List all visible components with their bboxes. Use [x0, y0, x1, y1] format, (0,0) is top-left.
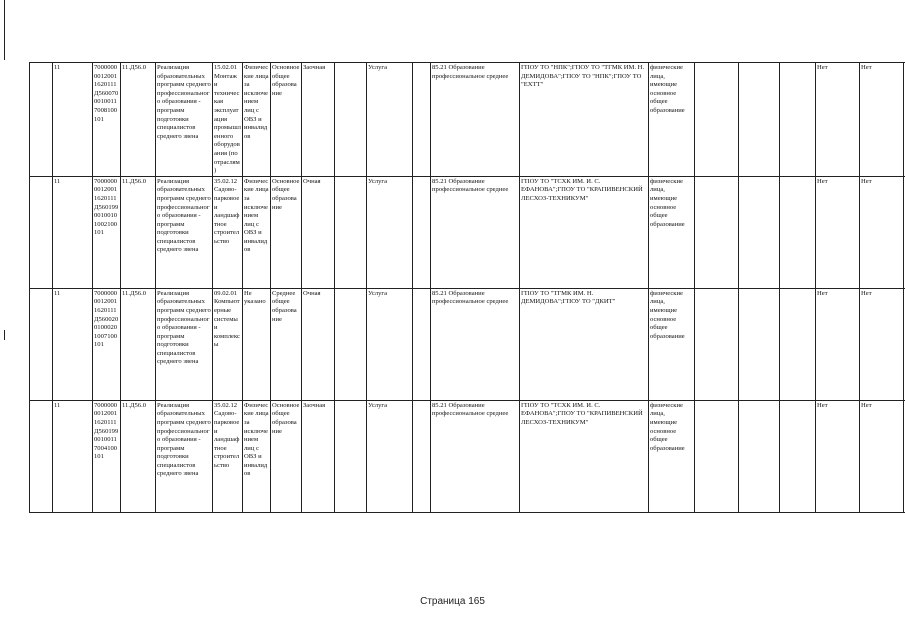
row-margin-cell — [30, 63, 53, 177]
cell-flag1: Нет — [816, 400, 860, 512]
cell-blank1 — [335, 63, 367, 177]
cell-okved: 85.21 Образование профессиональное среднее — [431, 288, 520, 400]
cell-flag2: Нет — [860, 288, 904, 400]
cell-persons: Физические лица за исключением лиц с ОВЗ и инвалидов — [243, 176, 271, 288]
cell-code: 700000000120011620111Д56019900100117004100101 — [93, 400, 121, 512]
cell-blank4 — [739, 400, 780, 512]
cell-blank5 — [780, 400, 816, 512]
cell-okved: 85.21 Образование профессиональное среднее — [431, 63, 520, 177]
cell-flag2: Нет — [860, 176, 904, 288]
cell-flag1: Нет — [816, 63, 860, 177]
cell-cat: 11.Д56.0 — [121, 288, 156, 400]
cell-cat: 11.Д56.0 — [121, 63, 156, 177]
cell-cat: 11.Д56.0 — [121, 400, 156, 512]
cell-flag1: Нет — [816, 176, 860, 288]
cell-service: Реализация образовательных программ среднего профессионального образования - программ подготовки специалистов среднего звена — [156, 176, 213, 288]
page-edge-mark-bottom — [4, 330, 5, 340]
cell-blank2 — [413, 288, 431, 400]
cell-form: Заочная — [302, 63, 335, 177]
cell-base: Основное общее образование — [271, 400, 302, 512]
cell-base: Среднее общее образование — [271, 288, 302, 400]
table-row — [30, 176, 905, 288]
cell-blank2 — [413, 63, 431, 177]
cell-type: Услуга — [367, 288, 413, 400]
cell-idx: 11 — [53, 63, 93, 177]
cell-blank5 — [780, 176, 816, 288]
cell-consumers: физические лица, имеющие основное общее образование — [649, 63, 695, 177]
cell-consumers: физические лица, имеющие основное общее образование — [649, 400, 695, 512]
cell-orgs: ГПОУ ТО "ТСХК ИМ. И. С. ЕФАНОВА";ГПОУ ТО "КРАПИВЕНСКИЙ ЛЕСХОЗ-ТЕХНИКУМ" — [520, 400, 649, 512]
services-registry-table — [29, 62, 905, 513]
cell-blank1 — [335, 288, 367, 400]
cell-type: Услуга — [367, 63, 413, 177]
cell-spec: 35.02.12 Садово-парковое и ландшафтное строительство — [213, 176, 243, 288]
cell-service: Реализация образовательных программ среднего профессионального образования - программ подготовки специалистов среднего звена — [156, 400, 213, 512]
page-edge-mark-top — [4, 0, 5, 60]
cell-flag1: Нет — [816, 288, 860, 400]
cell-blank3 — [695, 288, 739, 400]
cell-idx: 11 — [53, 176, 93, 288]
cell-form: Очная — [302, 288, 335, 400]
page-number: Страница 165 — [420, 596, 485, 607]
cell-blank1 — [335, 400, 367, 512]
table-row — [30, 63, 905, 177]
cell-idx: 11 — [53, 400, 93, 512]
cell-orgs: ГПОУ ТО "ТГМК ИМ. Н. ДЕМИДОВА";ГПОУ ТО "ДКИТ" — [520, 288, 649, 400]
cell-form: Очная — [302, 176, 335, 288]
cell-okved: 85.21 Образование профессиональное среднее — [431, 400, 520, 512]
cell-blank3 — [695, 63, 739, 177]
cell-base: Основное общее образование — [271, 63, 302, 177]
cell-flag2: Нет — [860, 63, 904, 177]
cell-flag2: Нет — [860, 400, 904, 512]
cell-spec: 35.02.12 Садово-парковое и ландшафтное строительство — [213, 400, 243, 512]
cell-code: 700000000120011620111Д56007000100117008100101 — [93, 63, 121, 177]
cell-type: Услуга — [367, 176, 413, 288]
cell-service: Реализация образовательных программ среднего профессионального образования - программ подготовки специалистов среднего звена — [156, 288, 213, 400]
cell-cat: 11.Д56.0 — [121, 176, 156, 288]
cell-spec: 09.02.01 Компьютерные системы и комплексы — [213, 288, 243, 400]
cell-consumers: физические лица, имеющие основное общее образование — [649, 176, 695, 288]
cell-orgs: ГПОУ ТО "ТСХК ИМ. И. С. ЕФАНОВА";ГПОУ ТО "КРАПИВЕНСКИЙ ЛЕСХОЗ-ТЕХНИКУМ" — [520, 176, 649, 288]
cell-type: Услуга — [367, 400, 413, 512]
cell-form: Заочная — [302, 400, 335, 512]
cell-blank2 — [413, 176, 431, 288]
cell-blank4 — [739, 176, 780, 288]
cell-blank4 — [739, 288, 780, 400]
cell-blank3 — [695, 176, 739, 288]
cell-spec: 15.02.01 Монтаж и техническая эксплуатация промышленного оборудования (по отраслям) — [213, 63, 243, 177]
cell-service: Реализация образовательных программ среднего профессионального образования - программ подготовки специалистов среднего звена — [156, 63, 213, 177]
cell-consumers: физические лица, имеющие основное общее образование — [649, 288, 695, 400]
cell-blank3 — [695, 400, 739, 512]
row-margin-cell — [30, 400, 53, 512]
cell-blank2 — [413, 400, 431, 512]
cell-blank5 — [780, 63, 816, 177]
cell-blank1 — [335, 176, 367, 288]
cell-idx: 11 — [53, 288, 93, 400]
cell-code: 700000000120011620111Д56002001000201007100101 — [93, 288, 121, 400]
cell-blank5 — [780, 288, 816, 400]
table-row — [30, 400, 905, 512]
cell-persons: Не указано — [243, 288, 271, 400]
table-row — [30, 288, 905, 400]
row-margin-cell — [30, 288, 53, 400]
cell-okved: 85.21 Образование профессиональное среднее — [431, 176, 520, 288]
cell-blank4 — [739, 63, 780, 177]
cell-persons: Физические лица за исключением лиц с ОВЗ и инвалидов — [243, 400, 271, 512]
cell-code: 700000000120011620111Д56019900100101002100101 — [93, 176, 121, 288]
cell-base: Основное общее образование — [271, 176, 302, 288]
cell-persons: Физические лица за исключением лиц с ОВЗ и инвалидов — [243, 63, 271, 177]
row-margin-cell — [30, 176, 53, 288]
cell-orgs: ГПОУ ТО "НПК";ГПОУ ТО "ТГМК ИМ. Н. ДЕМИДОВА";ГПОУ ТО "НПК";ГПОУ ТО "ЕХТТ" — [520, 63, 649, 177]
